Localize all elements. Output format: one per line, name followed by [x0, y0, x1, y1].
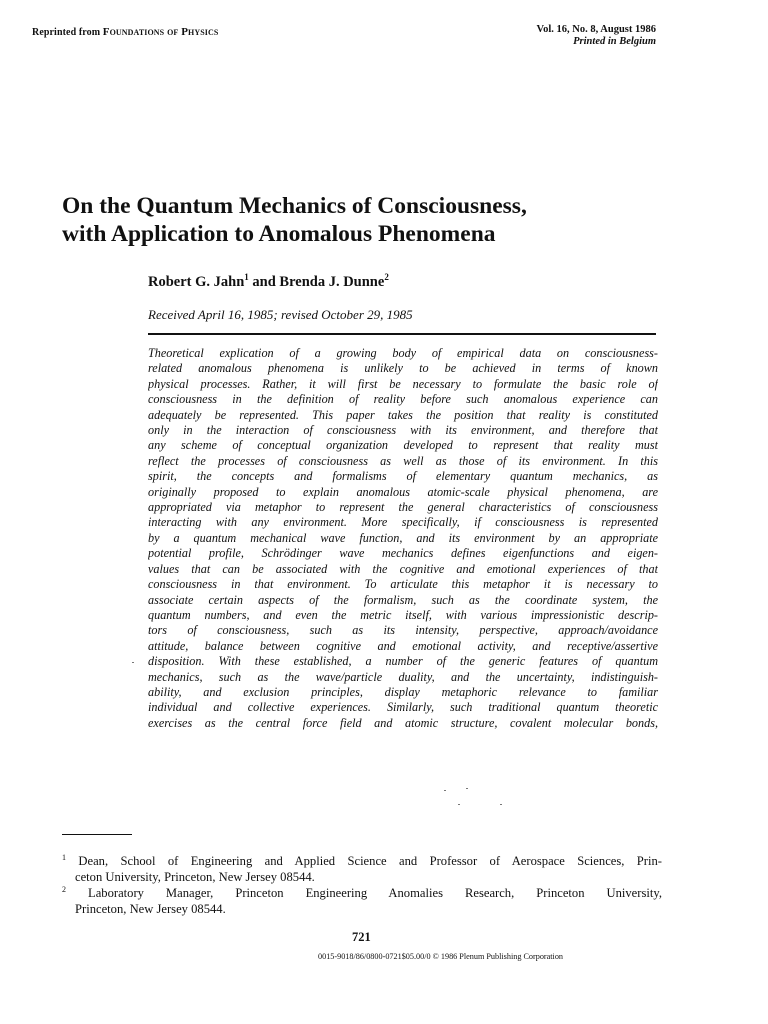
abstract-line: originally proposed to explain anomalous atomic-scale physical phenomena, are [148, 484, 658, 499]
author-2-mark: 2 [384, 272, 389, 282]
abstract-line: consciousness in the definition of reality before such anomalous experience can [148, 392, 658, 407]
reprint-notice [32, 26, 218, 38]
author-2: Brenda J. Dunne [279, 273, 385, 290]
abstract-line: exercises as the central force field and atomic structure, covalent molecular bonds, [148, 715, 658, 730]
abstract-line: tors of consciousness, such as its intensity, perspective, approach/avoidance [148, 623, 658, 638]
footnote-2-mark: 2 [62, 885, 66, 894]
article-title [62, 192, 682, 248]
abstract-line: individual and collective experiences. Similarly, such traditional quantum theoretic [148, 700, 658, 715]
page-number: 721 [352, 930, 371, 944]
footnote-1 [62, 850, 662, 885]
abstract-line: associate certain aspects of the formalism, such as the coordinate system, the [148, 592, 658, 607]
footnote-1-mark: 1 [62, 853, 66, 862]
footnote-1-line-1: Dean, School of Engineering and Applied Science and Professor of Aerospace Sciences, Prin- [78, 854, 662, 869]
footnote-2-line-1: Laboratory Manager, Princeton Engineering Anomalies Research, Princeton University, [88, 886, 662, 901]
scan-speck [466, 788, 468, 789]
scan-speck [132, 662, 134, 663]
footnote-2 [62, 882, 662, 917]
abstract-line: potential profile, Schrödinger wave mechanics defines eigenfunctions and eigen- [148, 546, 658, 561]
title-line-1: On the Quantum Mechanics of Consciousness, [62, 193, 527, 219]
abstract-line: reflect the processes of consciousness as well as those of its environment. In this [148, 453, 658, 468]
author-1-mark: 1 [244, 272, 249, 282]
abstract-line: any scheme of conceptual organization developed to represent that reality must [148, 438, 658, 453]
received-dates: Received April 16, 1985; revised October 29, 1985 [148, 307, 413, 322]
abstract-line: by a quantum mechanical wave function, and its environment by an appropriate [148, 530, 658, 545]
abstract-line: adequately be represented. This paper takes the position that reality is constituted [148, 407, 658, 422]
abstract-line: disposition. With these established, a number of the generic features of quantum [148, 654, 658, 669]
abstract-line: values that can be associated with the cognitive and emotional experiences of that [148, 561, 658, 576]
abstract-line: ability, and exclusion principles, display metaphoric relevance to familiar [148, 684, 658, 699]
author-1: Robert G. Jahn [148, 273, 245, 290]
abstract-line: mechanics, such as the wave/particle duality, and the uncertainty, indistinguish- [148, 669, 658, 684]
footnote-2-line-2: Princeton, New Jersey 08544. [75, 902, 226, 917]
journal-name: Foundations of Physics [102, 26, 219, 38]
abstract-line: physical processes. Rather, it will first be necessary to formulate the basic role of [148, 376, 658, 391]
footnote-rule [62, 834, 132, 835]
author-join: and [252, 273, 276, 290]
abstract-line: interacting with any environment. More specifically, if consciousness is represented [148, 515, 658, 530]
printed-line: Printed in Belgium [573, 36, 656, 47]
scan-speck [444, 790, 446, 791]
abstract-line: attitude, balance between cognitive and emotional activity, and receptive/assertive [148, 638, 658, 653]
abstract-line: related anomalous phenomena is unlikely to be achieved in terms of known [148, 361, 658, 376]
scan-speck [458, 804, 460, 805]
reprint-prefix: Reprinted from [32, 27, 101, 38]
abstract-line: spirit, the concepts and formalisms of elementary quantum mechanics, as [148, 469, 658, 484]
abstract-line: appropriated via metaphor to represent the general characteristics of consciousness [148, 500, 658, 515]
abstract [148, 346, 658, 731]
abstract-line: quantum numbers, and even the metric itself, with various impressionistic descrip- [148, 607, 658, 622]
volume-line: Vol. 16, No. 8, August 1986 [536, 24, 656, 35]
abstract-line: only in the interaction of consciousness with its environment, and therefore that [148, 423, 658, 438]
title-line-2: with Application to Anomalous Phenomena [62, 221, 496, 247]
abstract-line: Theoretical explication of a growing body of empirical data on consciousness- [148, 346, 658, 360]
author-line [148, 272, 389, 291]
abstract-line: consciousness in that environment. To articulate this metaphor it is necessary to [148, 577, 658, 592]
scan-speck [500, 804, 502, 805]
footnote-1-line-2: ceton University, Princeton, New Jersey 08544. [75, 870, 315, 885]
abstract-rule [148, 333, 656, 335]
issue-info [536, 24, 656, 48]
copyright-line: 0015-9018/86/0800-0721$05.00/0 © 1986 Plenum Publishing Corporation [318, 952, 564, 961]
